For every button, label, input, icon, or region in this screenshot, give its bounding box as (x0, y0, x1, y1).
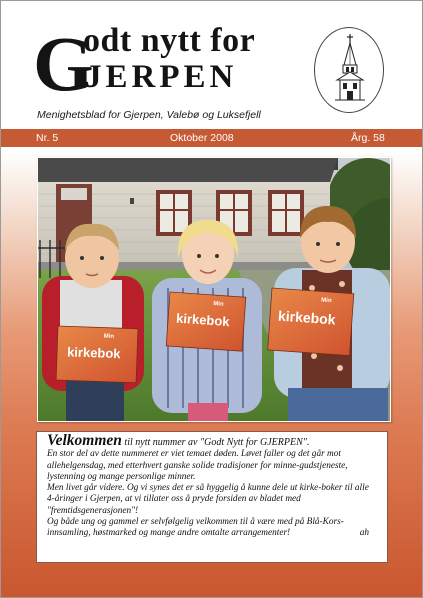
book-left (56, 326, 138, 383)
book-right (268, 288, 354, 356)
logo-initial: G (33, 20, 92, 107)
logo-title-line1: odt nytt for (83, 22, 256, 59)
book-left-small-label: Min (103, 333, 115, 340)
welcome-paragraph-3: Og både ung og gammel er selvfølgelig velkommen til å være med på Blå-Kors-innsamling, høstmarked og mange andre omtalte arrangementer! (47, 517, 344, 539)
issue-date: Oktober 2008 (170, 132, 234, 144)
church-icon (315, 28, 385, 114)
masthead-subtitle: Menighetsblad for Gjerpen, Valebø og Luksefjell (37, 109, 261, 121)
book-middle-label: kirkebok (175, 310, 231, 330)
book-middle-small-label: Min (213, 301, 224, 308)
welcome-signature: ah (359, 528, 369, 539)
welcome-headline: Velkommen (47, 432, 122, 449)
church-logo (314, 27, 384, 113)
issue-volume: Årg. 58 (351, 132, 385, 144)
welcome-paragraph-2: Men livet går videre. Og vi synes det er så hyggelig å kunne dele ut kirke-boker til alle 4-åringer i Gjerpen, at vi tillater oss å pryde forsiden av bladet med "fremtidsgenerasjonen"! (47, 483, 369, 516)
book-middle (166, 292, 246, 351)
logo-title-line2: JERPEN (85, 59, 238, 95)
cover-photo (37, 157, 391, 422)
book-right-small-label: Min (321, 297, 332, 305)
masthead (1, 1, 423, 129)
welcome-headline-rest: til nytt nummer av "Godt Nytt for GJERPEN". (121, 437, 310, 448)
issue-bar (1, 129, 423, 147)
book-right-label: kirkebok (277, 307, 337, 328)
issue-number: Nr. 5 (36, 132, 59, 144)
book-left-label: kirkebok (66, 344, 121, 362)
welcome-paragraph-1: En stor del av dette nummeret er viet temaet døden. Løvet faller og det går mot allehelgensdag, med etterhvert ganske solide tradisjoner for minne-gudstjeneste, lystenning og mange personlige minner. (47, 449, 348, 482)
welcome-box (36, 431, 388, 563)
